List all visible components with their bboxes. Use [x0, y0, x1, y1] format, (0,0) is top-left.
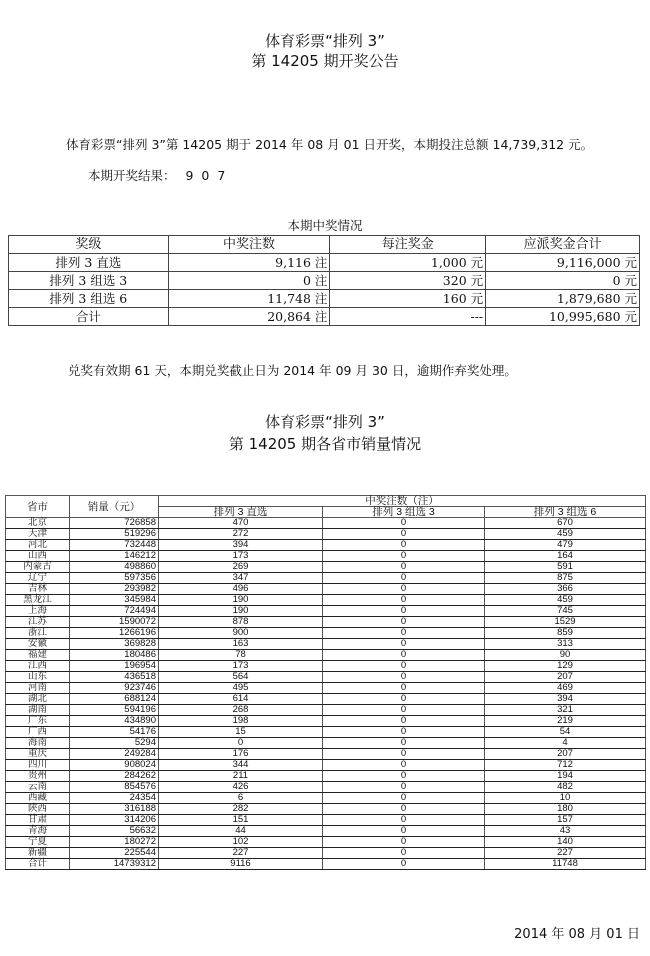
header-prize-per-bet: 每注奖金 — [330, 236, 486, 254]
sales-cell: 724494 — [70, 606, 159, 617]
group6-cell: 43 — [485, 826, 646, 837]
group3-cell: 0 — [323, 683, 485, 694]
group6-cell: 1529 — [485, 617, 646, 628]
header-total-payout: 应派奖金合计 — [486, 236, 640, 254]
header-group6: 排列 3 组选 6 — [485, 507, 646, 518]
draw-result-digits: 9 0 7 — [185, 168, 228, 183]
prize-table-row — [9, 290, 640, 308]
group6-cell: 10 — [485, 793, 646, 804]
sales-cell: 923746 — [70, 683, 159, 694]
group6-cell: 4 — [485, 738, 646, 749]
province-cell: 安徽 — [6, 639, 70, 650]
province-cell: 青海 — [6, 826, 70, 837]
group3-cell: 0 — [323, 826, 485, 837]
direct-cell: 269 — [159, 562, 323, 573]
province-cell: 海南 — [6, 738, 70, 749]
sales-cell: 196954 — [70, 661, 159, 672]
sales-cell: 1266196 — [70, 628, 159, 639]
province-cell: 宁夏 — [6, 837, 70, 848]
group3-cell: 0 — [323, 760, 485, 771]
total-payout-cell: 1,879,680 元 — [486, 290, 640, 308]
prize-table-row — [9, 308, 640, 326]
group6-cell: 875 — [485, 573, 646, 584]
group3-cell: 0 — [323, 782, 485, 793]
province-cell: 江苏 — [6, 617, 70, 628]
province-cell: 浙江 — [6, 628, 70, 639]
prize-per-bet-cell: 1,000 元 — [330, 254, 486, 272]
sales-cell: 597356 — [70, 573, 159, 584]
prize-per-bet-cell: 320 元 — [330, 272, 486, 290]
province-cell: 湖南 — [6, 705, 70, 716]
group3-cell: 0 — [323, 672, 485, 683]
group3-cell: 0 — [323, 650, 485, 661]
group6-cell: 670 — [485, 518, 646, 529]
group3-cell: 0 — [323, 727, 485, 738]
group6-cell: 745 — [485, 606, 646, 617]
direct-cell: 176 — [159, 749, 323, 760]
group6-cell: 90 — [485, 650, 646, 661]
group3-cell: 0 — [323, 562, 485, 573]
sales-cell: 14739312 — [70, 859, 159, 870]
province-row — [6, 749, 646, 760]
group6-cell: 207 — [485, 672, 646, 683]
group3-cell: 0 — [323, 584, 485, 595]
province-cell: 湖北 — [6, 694, 70, 705]
direct-cell: 394 — [159, 540, 323, 551]
direct-cell: 344 — [159, 760, 323, 771]
direct-cell: 272 — [159, 529, 323, 540]
prize-per-bet-cell: --- — [330, 308, 486, 326]
province-cell: 山东 — [6, 672, 70, 683]
group3-cell: 0 — [323, 837, 485, 848]
sales-cell: 732448 — [70, 540, 159, 551]
group6-cell: 227 — [485, 848, 646, 859]
sales-cell: 316188 — [70, 804, 159, 815]
group3-cell: 0 — [323, 694, 485, 705]
province-row — [6, 694, 646, 705]
province-cell: 河南 — [6, 683, 70, 694]
direct-cell: 102 — [159, 837, 323, 848]
group3-cell: 0 — [323, 617, 485, 628]
direct-cell: 495 — [159, 683, 323, 694]
winning-count-cell: 9,116 注 — [168, 254, 330, 272]
group3-cell: 0 — [323, 771, 485, 782]
sales-cell: 314206 — [70, 815, 159, 826]
province-cell: 陕西 — [6, 804, 70, 815]
group3-cell: 0 — [323, 793, 485, 804]
group3-cell: 0 — [323, 639, 485, 650]
direct-cell: 151 — [159, 815, 323, 826]
header-direct: 排列 3 直选 — [159, 507, 323, 518]
province-row — [6, 639, 646, 650]
province-row — [6, 617, 646, 628]
group6-cell: 321 — [485, 705, 646, 716]
province-row — [6, 738, 646, 749]
direct-cell: 211 — [159, 771, 323, 782]
province-sales-table — [5, 495, 646, 870]
group3-cell: 0 — [323, 848, 485, 859]
sales-cell: 908024 — [70, 760, 159, 771]
province-cell: 合计 — [6, 859, 70, 870]
group3-cell: 0 — [323, 540, 485, 551]
province-cell: 河北 — [6, 540, 70, 551]
province-row — [6, 793, 646, 804]
direct-cell: 470 — [159, 518, 323, 529]
direct-cell: 0 — [159, 738, 323, 749]
province-row — [6, 815, 646, 826]
group3-cell: 0 — [323, 628, 485, 639]
sales-subtitle: 第 14205 期各省市销量情况 — [228, 435, 422, 453]
prize-level-cell: 排列 3 组选 3 — [9, 272, 169, 290]
province-row — [6, 551, 646, 562]
prize-table-caption: 本期中奖情况 — [287, 218, 363, 233]
province-cell: 广西 — [6, 727, 70, 738]
direct-cell: 190 — [159, 606, 323, 617]
direct-cell: 15 — [159, 727, 323, 738]
prize-level-cell: 排列 3 直选 — [9, 254, 169, 272]
province-cell: 天津 — [6, 529, 70, 540]
sales-cell: 284262 — [70, 771, 159, 782]
direct-cell: 614 — [159, 694, 323, 705]
group3-cell: 0 — [323, 595, 485, 606]
total-payout-cell: 0 元 — [486, 272, 640, 290]
sales-cell: 5294 — [70, 738, 159, 749]
group3-cell: 0 — [323, 716, 485, 727]
province-row — [6, 540, 646, 551]
province-cell: 云南 — [6, 782, 70, 793]
group6-cell: 591 — [485, 562, 646, 573]
announcement-title: 体育彩票“排列 3” — [265, 32, 385, 50]
sales-cell: 24354 — [70, 793, 159, 804]
province-row — [6, 716, 646, 727]
sales-cell: 434890 — [70, 716, 159, 727]
winning-count-cell: 11,748 注 — [168, 290, 330, 308]
province-row — [6, 771, 646, 782]
group6-cell: 180 — [485, 804, 646, 815]
footer-date: 2014 年 08 月 01 日 — [514, 927, 640, 942]
direct-cell: 426 — [159, 782, 323, 793]
group3-cell: 0 — [323, 551, 485, 562]
header-group3: 排列 3 组选 3 — [323, 507, 485, 518]
direct-cell: 496 — [159, 584, 323, 595]
province-row — [6, 628, 646, 639]
prize-level-cell: 合计 — [9, 308, 169, 326]
header-sales: 销量（元） — [70, 496, 159, 518]
header-province: 省市 — [6, 496, 70, 518]
group6-cell: 459 — [485, 529, 646, 540]
group3-cell: 0 — [323, 606, 485, 617]
sales-cell: 56632 — [70, 826, 159, 837]
province-row — [6, 804, 646, 815]
province-cell: 甘肃 — [6, 815, 70, 826]
province-cell: 江西 — [6, 661, 70, 672]
direct-cell: 564 — [159, 672, 323, 683]
group6-cell: 479 — [485, 540, 646, 551]
draw-result — [88, 166, 227, 184]
sales-cell: 594196 — [70, 705, 159, 716]
header-winning-count: 中奖注数 — [168, 236, 330, 254]
group6-cell: 313 — [485, 639, 646, 650]
sales-cell: 225544 — [70, 848, 159, 859]
province-cell: 山西 — [6, 551, 70, 562]
sales-title: 体育彩票“排列 3” — [265, 413, 385, 431]
direct-cell: 190 — [159, 595, 323, 606]
direct-cell: 198 — [159, 716, 323, 727]
sales-cell: 519296 — [70, 529, 159, 540]
group3-cell: 0 — [323, 705, 485, 716]
direct-cell: 347 — [159, 573, 323, 584]
direct-cell: 227 — [159, 848, 323, 859]
announcement-subtitle: 第 14205 期开奖公告 — [251, 52, 399, 70]
province-row — [6, 518, 646, 529]
group6-cell: 194 — [485, 771, 646, 782]
province-row — [6, 727, 646, 738]
sales-cell: 436518 — [70, 672, 159, 683]
sales-cell: 249284 — [70, 749, 159, 760]
group6-cell: 140 — [485, 837, 646, 848]
province-row — [6, 683, 646, 694]
province-row — [6, 595, 646, 606]
group6-cell: 219 — [485, 716, 646, 727]
sales-cell: 180272 — [70, 837, 159, 848]
province-row — [6, 562, 646, 573]
sales-cell: 293982 — [70, 584, 159, 595]
validity-notice: 兑奖有效期 61 天，本期兑奖截止日为 2014 年 09 月 30 日，逾期作弃奖处理。 — [68, 363, 517, 378]
direct-cell: 6 — [159, 793, 323, 804]
province-row — [6, 573, 646, 584]
sales-cell: 180486 — [70, 650, 159, 661]
province-cell: 北京 — [6, 518, 70, 529]
province-row — [6, 826, 646, 837]
group6-cell: 207 — [485, 749, 646, 760]
direct-cell: 44 — [159, 826, 323, 837]
group6-cell: 11748 — [485, 859, 646, 870]
direct-cell: 163 — [159, 639, 323, 650]
sales-cell: 688124 — [70, 694, 159, 705]
group6-cell: 54 — [485, 727, 646, 738]
province-cell: 重庆 — [6, 749, 70, 760]
province-cell: 新疆 — [6, 848, 70, 859]
sales-cell: 1590072 — [70, 617, 159, 628]
group6-cell: 469 — [485, 683, 646, 694]
province-cell: 黑龙江 — [6, 595, 70, 606]
group3-cell: 0 — [323, 815, 485, 826]
province-cell: 辽宁 — [6, 573, 70, 584]
group3-cell: 0 — [323, 661, 485, 672]
sales-cell: 345984 — [70, 595, 159, 606]
group6-cell: 164 — [485, 551, 646, 562]
prize-table-row — [9, 272, 640, 290]
direct-cell: 900 — [159, 628, 323, 639]
group6-cell: 129 — [485, 661, 646, 672]
province-cell: 内蒙古 — [6, 562, 70, 573]
winning-count-cell: 20,864 注 — [168, 308, 330, 326]
province-cell: 四川 — [6, 760, 70, 771]
group6-cell: 859 — [485, 628, 646, 639]
province-row — [6, 529, 646, 540]
province-row — [6, 782, 646, 793]
province-row — [6, 760, 646, 771]
sales-cell: 854576 — [70, 782, 159, 793]
group6-cell: 157 — [485, 815, 646, 826]
prize-level-cell: 排列 3 组选 6 — [9, 290, 169, 308]
sales-cell: 726858 — [70, 518, 159, 529]
sales-cell: 146212 — [70, 551, 159, 562]
total-payout-cell: 10,995,680 元 — [486, 308, 640, 326]
province-row — [6, 584, 646, 595]
direct-cell: 282 — [159, 804, 323, 815]
prize-per-bet-cell: 160 元 — [330, 290, 486, 308]
province-cell: 贵州 — [6, 771, 70, 782]
province-cell: 上海 — [6, 606, 70, 617]
group6-cell: 366 — [485, 584, 646, 595]
direct-cell: 268 — [159, 705, 323, 716]
province-cell: 西藏 — [6, 793, 70, 804]
province-row — [6, 672, 646, 683]
header-winners-group: 中奖注数（注） — [159, 496, 646, 507]
direct-cell: 173 — [159, 551, 323, 562]
direct-cell: 878 — [159, 617, 323, 628]
winning-count-cell: 0 注 — [168, 272, 330, 290]
header-prize-level: 奖级 — [9, 236, 169, 254]
direct-cell: 78 — [159, 650, 323, 661]
province-row — [6, 848, 646, 859]
group3-cell: 0 — [323, 859, 485, 870]
group3-cell: 0 — [323, 804, 485, 815]
prize-table — [8, 235, 640, 326]
group6-cell: 459 — [485, 595, 646, 606]
group3-cell: 0 — [323, 738, 485, 749]
group3-cell: 0 — [323, 529, 485, 540]
group3-cell: 0 — [323, 749, 485, 760]
prize-table-row — [9, 254, 640, 272]
province-row — [6, 661, 646, 672]
group6-cell: 712 — [485, 760, 646, 771]
province-row — [6, 650, 646, 661]
province-cell: 吉林 — [6, 584, 70, 595]
group3-cell: 0 — [323, 573, 485, 584]
draw-result-label: 本期开奖结果： — [88, 168, 176, 183]
total-payout-cell: 9,116,000 元 — [486, 254, 640, 272]
direct-cell: 173 — [159, 661, 323, 672]
sales-cell: 498860 — [70, 562, 159, 573]
sales-cell: 369828 — [70, 639, 159, 650]
province-row — [6, 837, 646, 848]
province-cell: 福建 — [6, 650, 70, 661]
province-cell: 广东 — [6, 716, 70, 727]
direct-cell: 9116 — [159, 859, 323, 870]
group6-cell: 482 — [485, 782, 646, 793]
group3-cell: 0 — [323, 518, 485, 529]
province-row — [6, 859, 646, 870]
sales-cell: 54176 — [70, 727, 159, 738]
province-row — [6, 705, 646, 716]
prize-table-header — [9, 236, 640, 254]
province-row — [6, 606, 646, 617]
group6-cell: 394 — [485, 694, 646, 705]
draw-summary: 体育彩票“排列 3”第 14205 期于 2014 年 08 月 01 日开奖，本期投注总额 14,739,312 元。 — [66, 137, 594, 152]
